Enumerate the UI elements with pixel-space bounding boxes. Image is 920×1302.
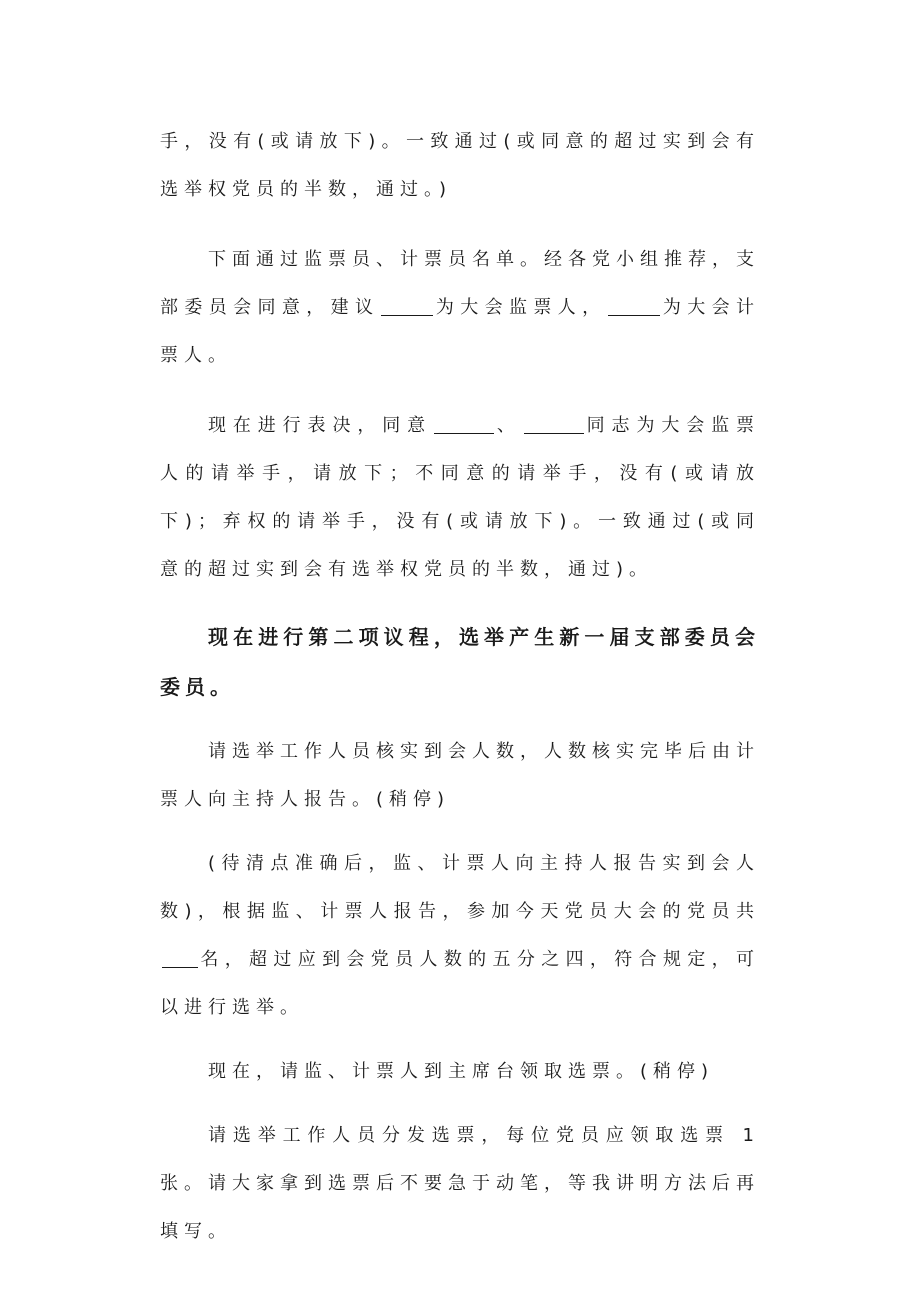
paragraph-8-text: 请选举工作人员分发选票，每位党员应领取选票 1 张。请大家拿到选票后不要急于动笔，等我讲明方法后再填写。	[160, 1125, 760, 1242]
attendee-count-blank	[162, 947, 198, 968]
paragraph-6-text-a: (待清点准确后，监、计票人向主持人报告实到会人数)，根据监、计票人报告，参加今天党员大会的党员共	[160, 853, 760, 922]
vote-name-blank-2	[524, 413, 584, 434]
paragraph-3-text-a: 现在进行表决，同意	[208, 415, 432, 436]
paragraph-3-text-b: 、	[496, 415, 522, 436]
paragraph-2-text-a: 下面通过监票员、计票员名单。经各党小组推荐，支部委员会同意，建议	[160, 249, 760, 318]
paragraph-7-text: 现在，请监、计票人到主席台领取选票。(稍停)	[208, 1061, 715, 1082]
paragraph-1-text: 手，没有(或请放下)。一致通过(或同意的超过实到会有选举权党员的半数，通过。)	[160, 131, 760, 200]
vote-name-blank-1	[434, 413, 494, 434]
paragraph-7	[160, 1048, 760, 1096]
paragraph-3	[160, 402, 760, 594]
counter-name-blank	[608, 295, 660, 316]
paragraph-3-text-c: 同志为大会监票人的请举手，请放下；不同意的请举手，没有(或请放下)；弃权的请举手，没有(或请放下)。一致通过(或同意的超过实到会有选举权党员的半数，通过)。	[160, 415, 761, 580]
paragraph-6-text-b: 名，超过应到会党员人数的五分之四，符合规定，可以进行选举。	[160, 949, 760, 1018]
document-page	[160, 118, 760, 1272]
paragraph-5-text: 请选举工作人员核实到会人数，人数核实完毕后由计票人向主持人报告。(稍停)	[160, 741, 760, 810]
paragraph-6	[160, 840, 760, 1032]
section-heading	[160, 612, 760, 712]
paragraph-2	[160, 236, 760, 380]
paragraph-1	[160, 118, 760, 214]
paragraph-2-text-b: 为大会监票人，	[435, 297, 607, 318]
section-heading-text: 现在进行第二项议程，选举产生新一届支部委员会委员。	[160, 625, 760, 699]
paragraph-5	[160, 728, 760, 824]
paragraph-8	[160, 1112, 760, 1256]
monitor-name-blank	[381, 295, 433, 316]
paragraph-2-text-c: 为大会计票人。	[160, 297, 761, 366]
